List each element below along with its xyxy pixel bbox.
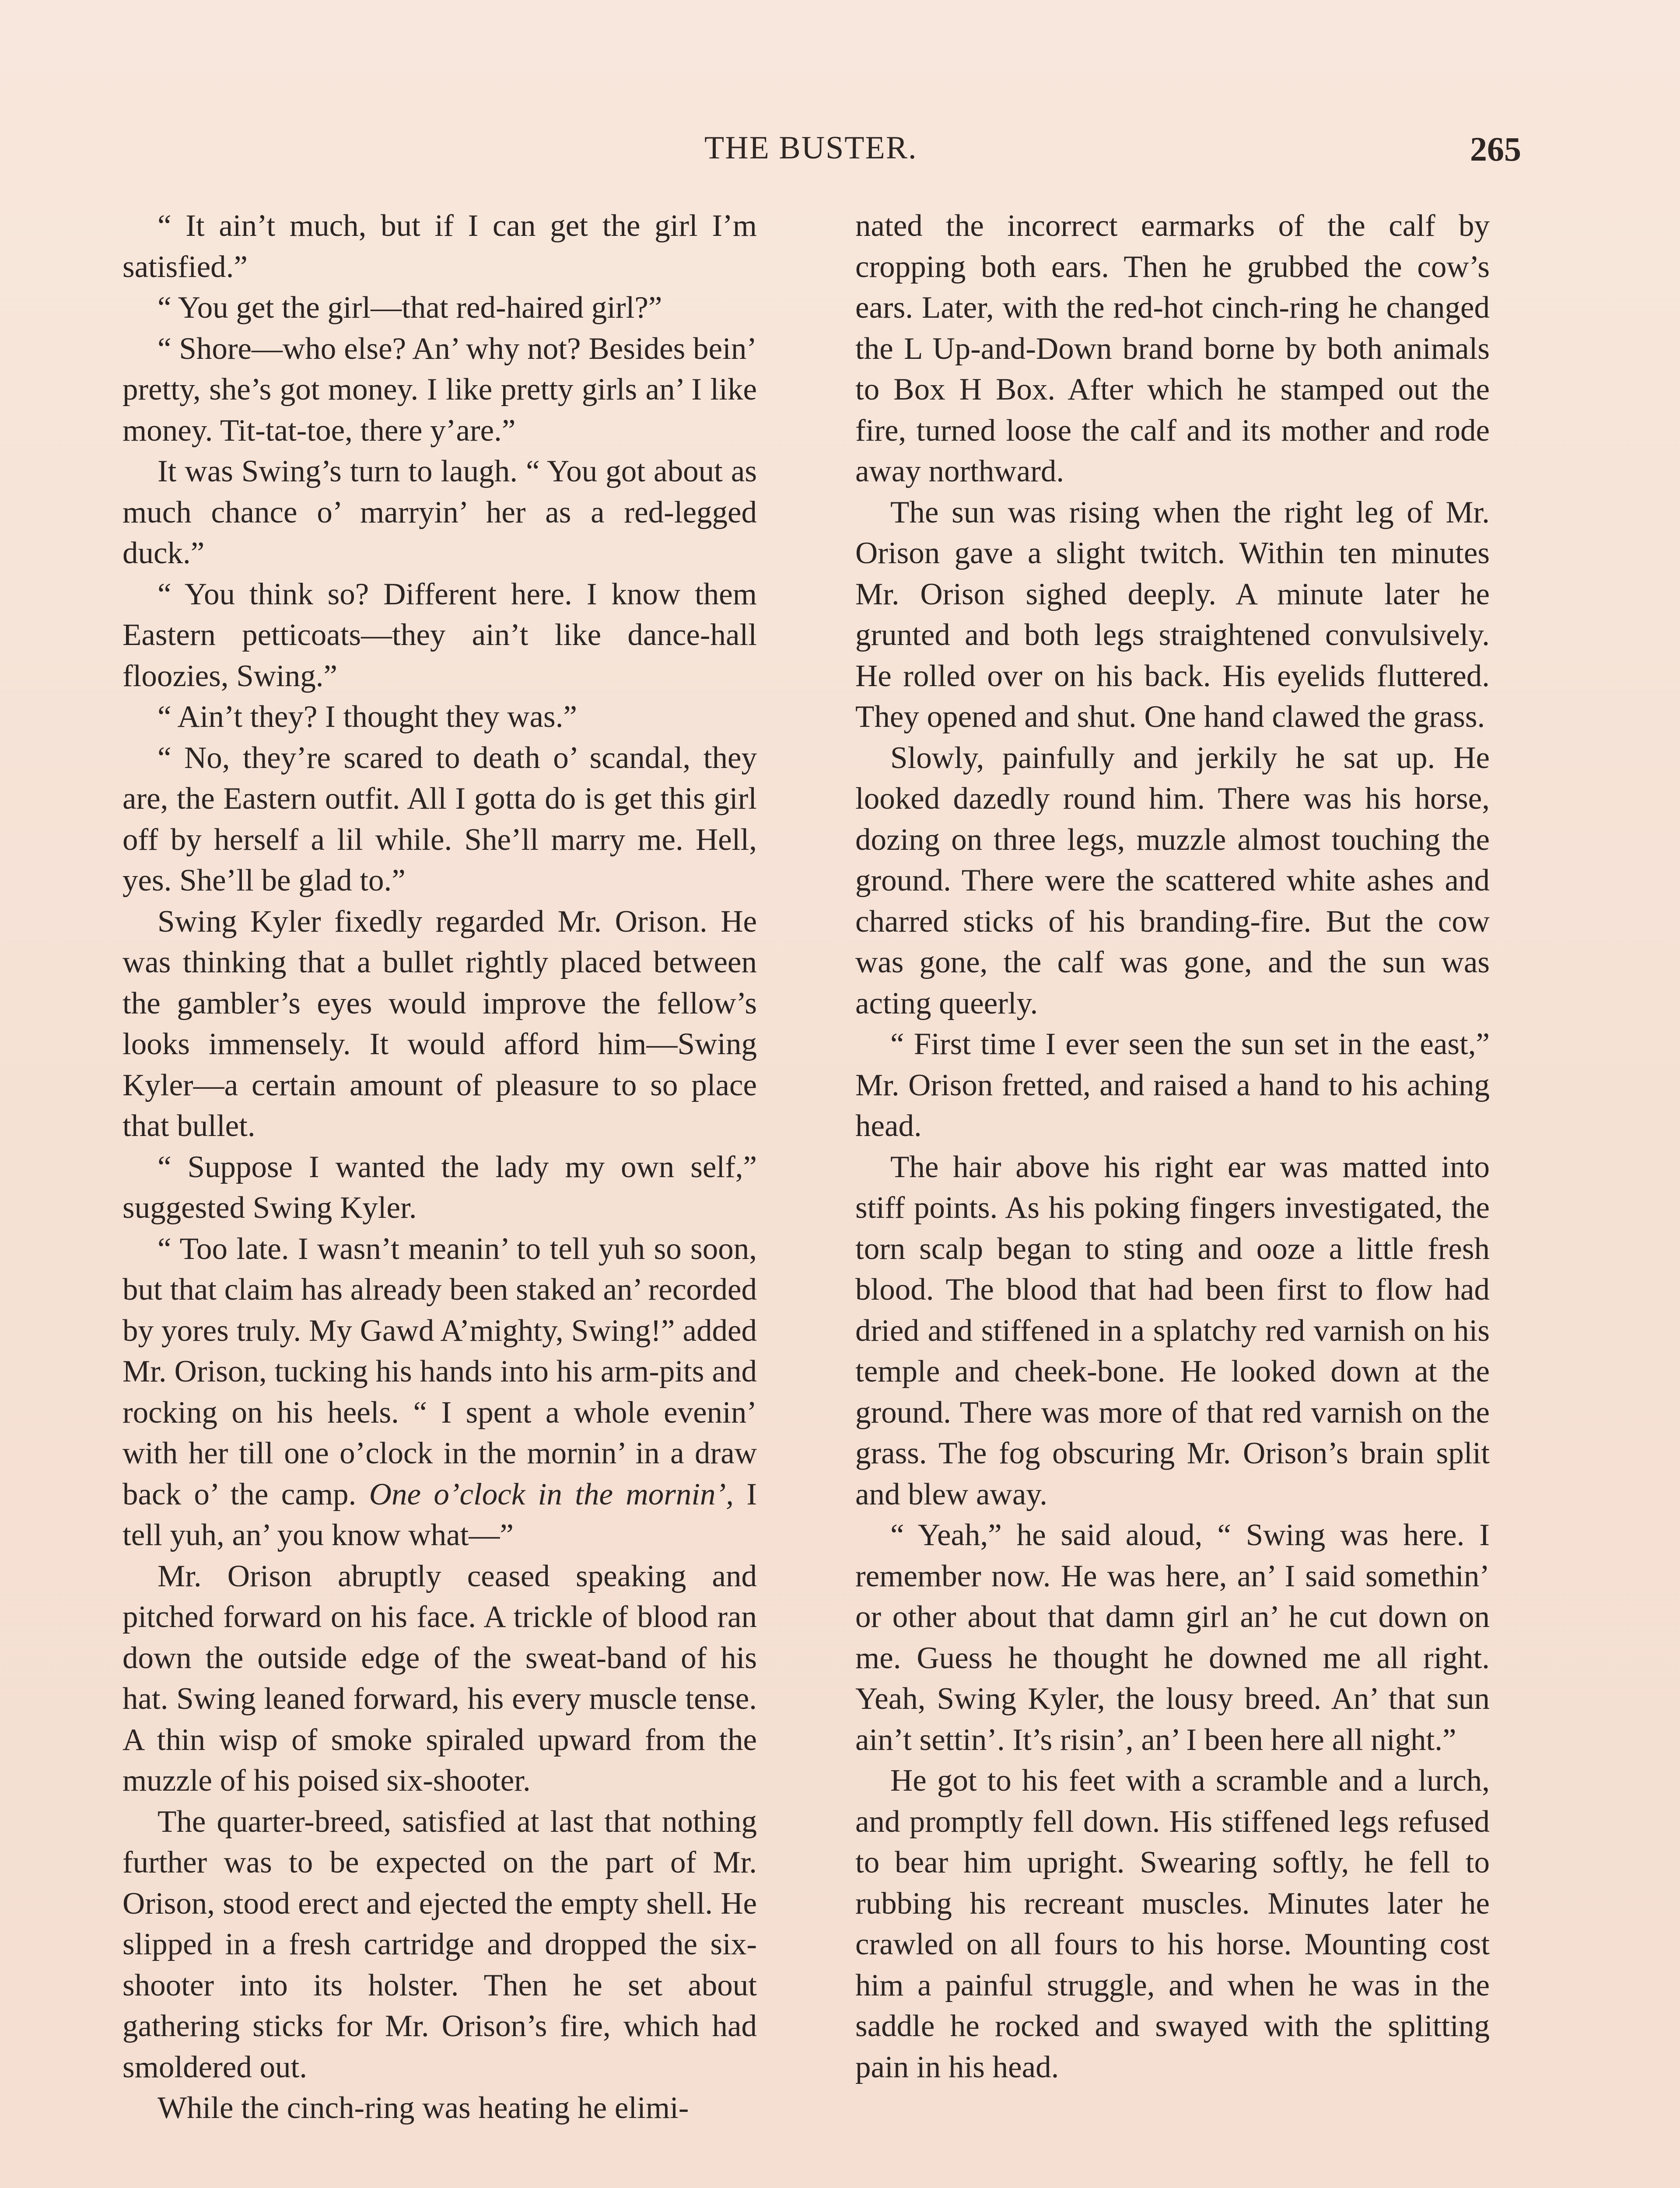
paragraph: Slowly, painfully and jerkily he sat up. He looked dazedly round him. There was his horse, dozing on three legs, muzzle almost touching the ground. There were the scattered white ashes and charred sticks of his branding-fire. But the cow was gone, the calf was gone, and the sun was acting queerly. xyxy=(855,740,1490,1020)
running-title: THE BUSTER. xyxy=(704,130,917,166)
paragraph: “ It ain’t much, but if I can get the girl I’m satisfied.” xyxy=(122,209,757,284)
paragraph-text: “ Too late. I wasn’t meanin’ to tell yuh so soon, but that claim has already been staked an’ recorded by yores truly. My Gawd A’mighty, Swing!” added Mr. Orison, tucking his hands into his arm-pits and rocking on his heels. “ I spent a whole evenin’ with her till one o’clock in the mornin’ in a draw back o’ the camp. xyxy=(122,1231,757,1511)
paragraph: The sun was rising when the right leg of Mr. Orison gave a slight twitch. Within ten minutes Mr. Orison sighed deeply. A minute later he grunted and both legs straightened convulsively. He rolled over on his back. His eyelids fluttered. They opened and shut. One hand clawed the grass. xyxy=(855,495,1490,734)
paragraph: Swing Kyler fixedly regarded Mr. Orison. He was thinking that a bullet rightly placed between the gambler’s eyes would improve the fellow’s looks immensely. It would afford him—Swing Kyler—a certain amount of pleasure to so place that bullet. xyxy=(122,904,757,1143)
paragraph xyxy=(122,1229,757,1556)
paragraph: “ First time I ever seen the sun set in the east,” Mr. Orison fretted, and raised a hand to his aching head. xyxy=(855,1027,1490,1143)
paragraph: “ Shore—who else? An’ why not? Besides bein’ pretty, she’s got money. I like pretty girls an’ I like money. Tit-tat-toe, there y’are.” xyxy=(122,331,757,448)
paragraph: “ Suppose I wanted the lady my own self,” suggested Swing Kyler. xyxy=(122,1150,757,1225)
paragraph: He got to his feet with a scramble and a lurch, and promptly fell down. His stiffened legs refused to bear him upright. Swearing softly, he fell to rubbing his recreant muscles. Minutes later he crawled on all fours to his horse. Mounting cost him a painful struggle, and when he was in the saddle he rocked and swayed with the splitting pain in his head. xyxy=(855,1764,1490,2084)
paragraph: nated the incorrect earmarks of the calf by cropping both ears. Then he grubbed the cow’s ears. Later, with the red-hot cinch-ring he changed the L Up-and-Down brand borne by both animals to Box H Box. After which he stamped out the fire, turned loose the calf and its mother and rode away northward. xyxy=(855,209,1490,488)
paragraph: “ Ain’t they? I thought they was.” xyxy=(158,700,577,734)
paragraph: It was Swing’s turn to laugh. “ You got about as much chance o’ marryin’ her as a red-legged duck.” xyxy=(122,454,757,570)
right-column xyxy=(855,206,1490,2088)
page-header xyxy=(0,130,1680,178)
paragraph-text: I tell yuh, an’ you know what—” xyxy=(122,1477,757,1552)
paragraph: Mr. Orison abruptly ceased speaking and pitched forward on his face. A trickle of blood ran down the outside edge of the sweat-band of his hat. Swing leaned forward, his every muscle tense. A thin wisp of smoke spiraled upward from the muzzle of his poised six-shooter. xyxy=(122,1559,757,1798)
left-column xyxy=(122,206,757,2129)
page-number: 265 xyxy=(1470,130,1521,168)
italic-text: One o’clock in the mornin’, xyxy=(369,1477,734,1511)
paragraph: The hair above his right ear was matted into stiff points. As his poking fingers investigated, the torn scalp began to sting and ooze a little fresh blood. The blood that had been first to flow had dried and stiffened in a splatchy red varnish on his temple and cheek-bone. He looked down at the ground. There was more of that red varnish on the grass. The fog obscuring Mr. Orison’s brain split and blew away. xyxy=(855,1150,1490,1511)
paragraph: “ No, they’re scared to death o’ scandal, they are, the Eastern outfit. All I gotta do is get this girl off by herself a lil while. She’ll marry me. Hell, yes. She’ll be glad to.” xyxy=(122,740,757,898)
paragraph: The quarter-breed, satisfied at last that nothing further was to be expected on the part of Mr. Orison, stood erect and ejected the empty shell. He slipped in a fresh cartridge and dropped the six-shooter into its holster. Then he set about gathering sticks for Mr. Orison’s fire, which had smoldered out. xyxy=(122,1804,757,2084)
paragraph: While the cinch-ring was heating he elimi- xyxy=(158,2091,689,2125)
paragraph: “ Yeah,” he said aloud, “ Swing was here. I remember now. He was here, an’ I said somethin’ or other about that damn girl an’ he cut down on me. Guess he thought he downed me all right. Yeah, Swing Kyler, the lousy breed. An’ that sun ain’t settin’. It’s risin’, an’ I been here all night.” xyxy=(855,1518,1490,1757)
paragraph: “ You think so? Different here. I know them Eastern petticoats—they ain’t like dance-hall floozies, Swing.” xyxy=(122,577,757,693)
paragraph: “ You get the girl—that red-haired girl?” xyxy=(158,291,662,325)
